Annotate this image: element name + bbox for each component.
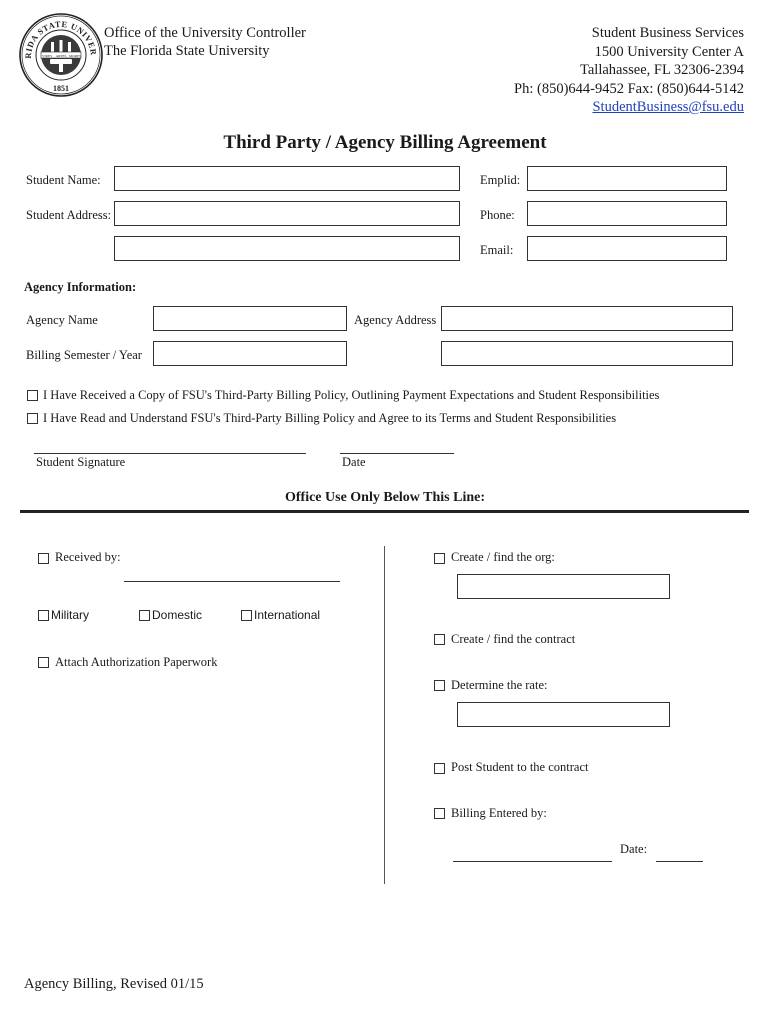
received-by-checkbox[interactable] <box>38 553 49 564</box>
student-address-field[interactable] <box>114 201 460 226</box>
create-org-label: Create / find the org: <box>451 550 555 564</box>
university-name: The Florida State University <box>104 43 270 59</box>
agency-address-field[interactable] <box>441 306 733 331</box>
email-link[interactable]: StudentBusiness@fsu.edu <box>592 99 744 115</box>
international-checkbox[interactable] <box>241 610 252 621</box>
billing-semester-label: Billing Semester / Year <box>26 348 142 362</box>
org-field[interactable] <box>457 574 670 599</box>
student-address-line2-field[interactable] <box>114 236 460 261</box>
divider-rule <box>20 510 749 513</box>
military-checkbox[interactable] <box>38 610 49 621</box>
office-date-label: Date: <box>620 842 648 856</box>
international-label: International <box>254 608 321 622</box>
address-line: 1500 University Center A <box>594 43 744 60</box>
post-student-checkbox[interactable] <box>434 763 445 774</box>
column-divider <box>384 546 385 884</box>
ack-understand-checkbox[interactable] <box>27 413 38 424</box>
attach-paperwork-label: Attach Authorization Paperwork <box>55 655 218 669</box>
billing-entered-checkbox[interactable] <box>434 808 445 819</box>
domestic-label: Domestic <box>152 608 203 622</box>
military-label: Military <box>51 608 89 622</box>
department-name: Student Business Services <box>591 25 744 41</box>
determine-rate-checkbox[interactable] <box>434 680 445 691</box>
signature-date-line[interactable] <box>340 453 454 454</box>
university-seal-icon <box>18 12 104 98</box>
rate-field[interactable] <box>457 702 670 727</box>
attach-paperwork-checkbox[interactable] <box>38 657 49 668</box>
seal-year: 1851 <box>53 84 69 93</box>
emplid-field[interactable] <box>527 166 727 191</box>
received-by-line[interactable] <box>124 581 340 582</box>
office-use-heading: Office Use Only Below This Line: <box>284 490 486 505</box>
agency-name-label: Agency Name <box>26 313 98 327</box>
phone-field[interactable] <box>527 201 727 226</box>
phone-label: Phone: <box>480 208 515 222</box>
received-by-label: Received by: <box>55 550 121 564</box>
agency-heading: Agency Information: <box>24 280 137 294</box>
post-student-label: Post Student to the contract <box>451 760 589 774</box>
student-name-field[interactable] <box>114 166 460 191</box>
determine-rate-label: Determine the rate: <box>451 678 548 692</box>
billing-semester-field[interactable] <box>153 341 347 366</box>
footer-revision: Agency Billing, Revised 01/15 <box>24 976 204 992</box>
agency-address-line2-field[interactable] <box>441 341 733 366</box>
student-signature-line[interactable] <box>34 453 306 454</box>
seal-top-text: RIDA STATE UNIVER <box>23 19 99 59</box>
create-org-checkbox[interactable] <box>434 553 445 564</box>
signature-date-label: Date <box>342 455 366 469</box>
office-date-line[interactable] <box>656 861 703 862</box>
domestic-checkbox[interactable] <box>139 610 150 621</box>
seal-banner-2: ARTES <box>55 53 67 58</box>
email-field[interactable] <box>527 236 727 261</box>
agency-name-field[interactable] <box>153 306 347 331</box>
student-address-label: Student Address: <box>26 208 112 222</box>
create-contract-label: Create / find the contract <box>451 632 576 646</box>
header-right <box>514 24 744 117</box>
seal-banner-1: VIRES <box>41 53 53 58</box>
student-signature-label: Student Signature <box>36 455 126 469</box>
create-contract-checkbox[interactable] <box>434 634 445 645</box>
email-label: Email: <box>480 243 514 257</box>
student-name-label: Student Name: <box>26 173 101 187</box>
ack-received-label: I Have Received a Copy of FSU's Third-Party Billing Policy, Outlining Payment Expectations and Student Responsibilities <box>43 388 660 402</box>
page-title: Third Party / Agency Billing Agreement <box>223 132 547 153</box>
office-name: Office of the University Controller <box>104 25 306 41</box>
billing-entered-label: Billing Entered by: <box>451 806 547 820</box>
ack-understand-label: I Have Read and Understand FSU's Third-Party Billing Policy and Agree to its Terms and Student Responsibilities <box>43 411 617 425</box>
emplid-label: Emplid: <box>480 173 521 187</box>
city-line: Tallahassee, FL 32306-2394 <box>580 62 744 78</box>
phone-fax-line: Ph: (850)644-9452 Fax: (850)644-5142 <box>514 80 744 97</box>
header-left <box>104 24 306 60</box>
agency-address-label: Agency Address <box>354 313 437 327</box>
seal-banner-3: MORES <box>68 53 82 58</box>
billing-entered-line[interactable] <box>453 861 612 862</box>
ack-received-checkbox[interactable] <box>27 390 38 401</box>
